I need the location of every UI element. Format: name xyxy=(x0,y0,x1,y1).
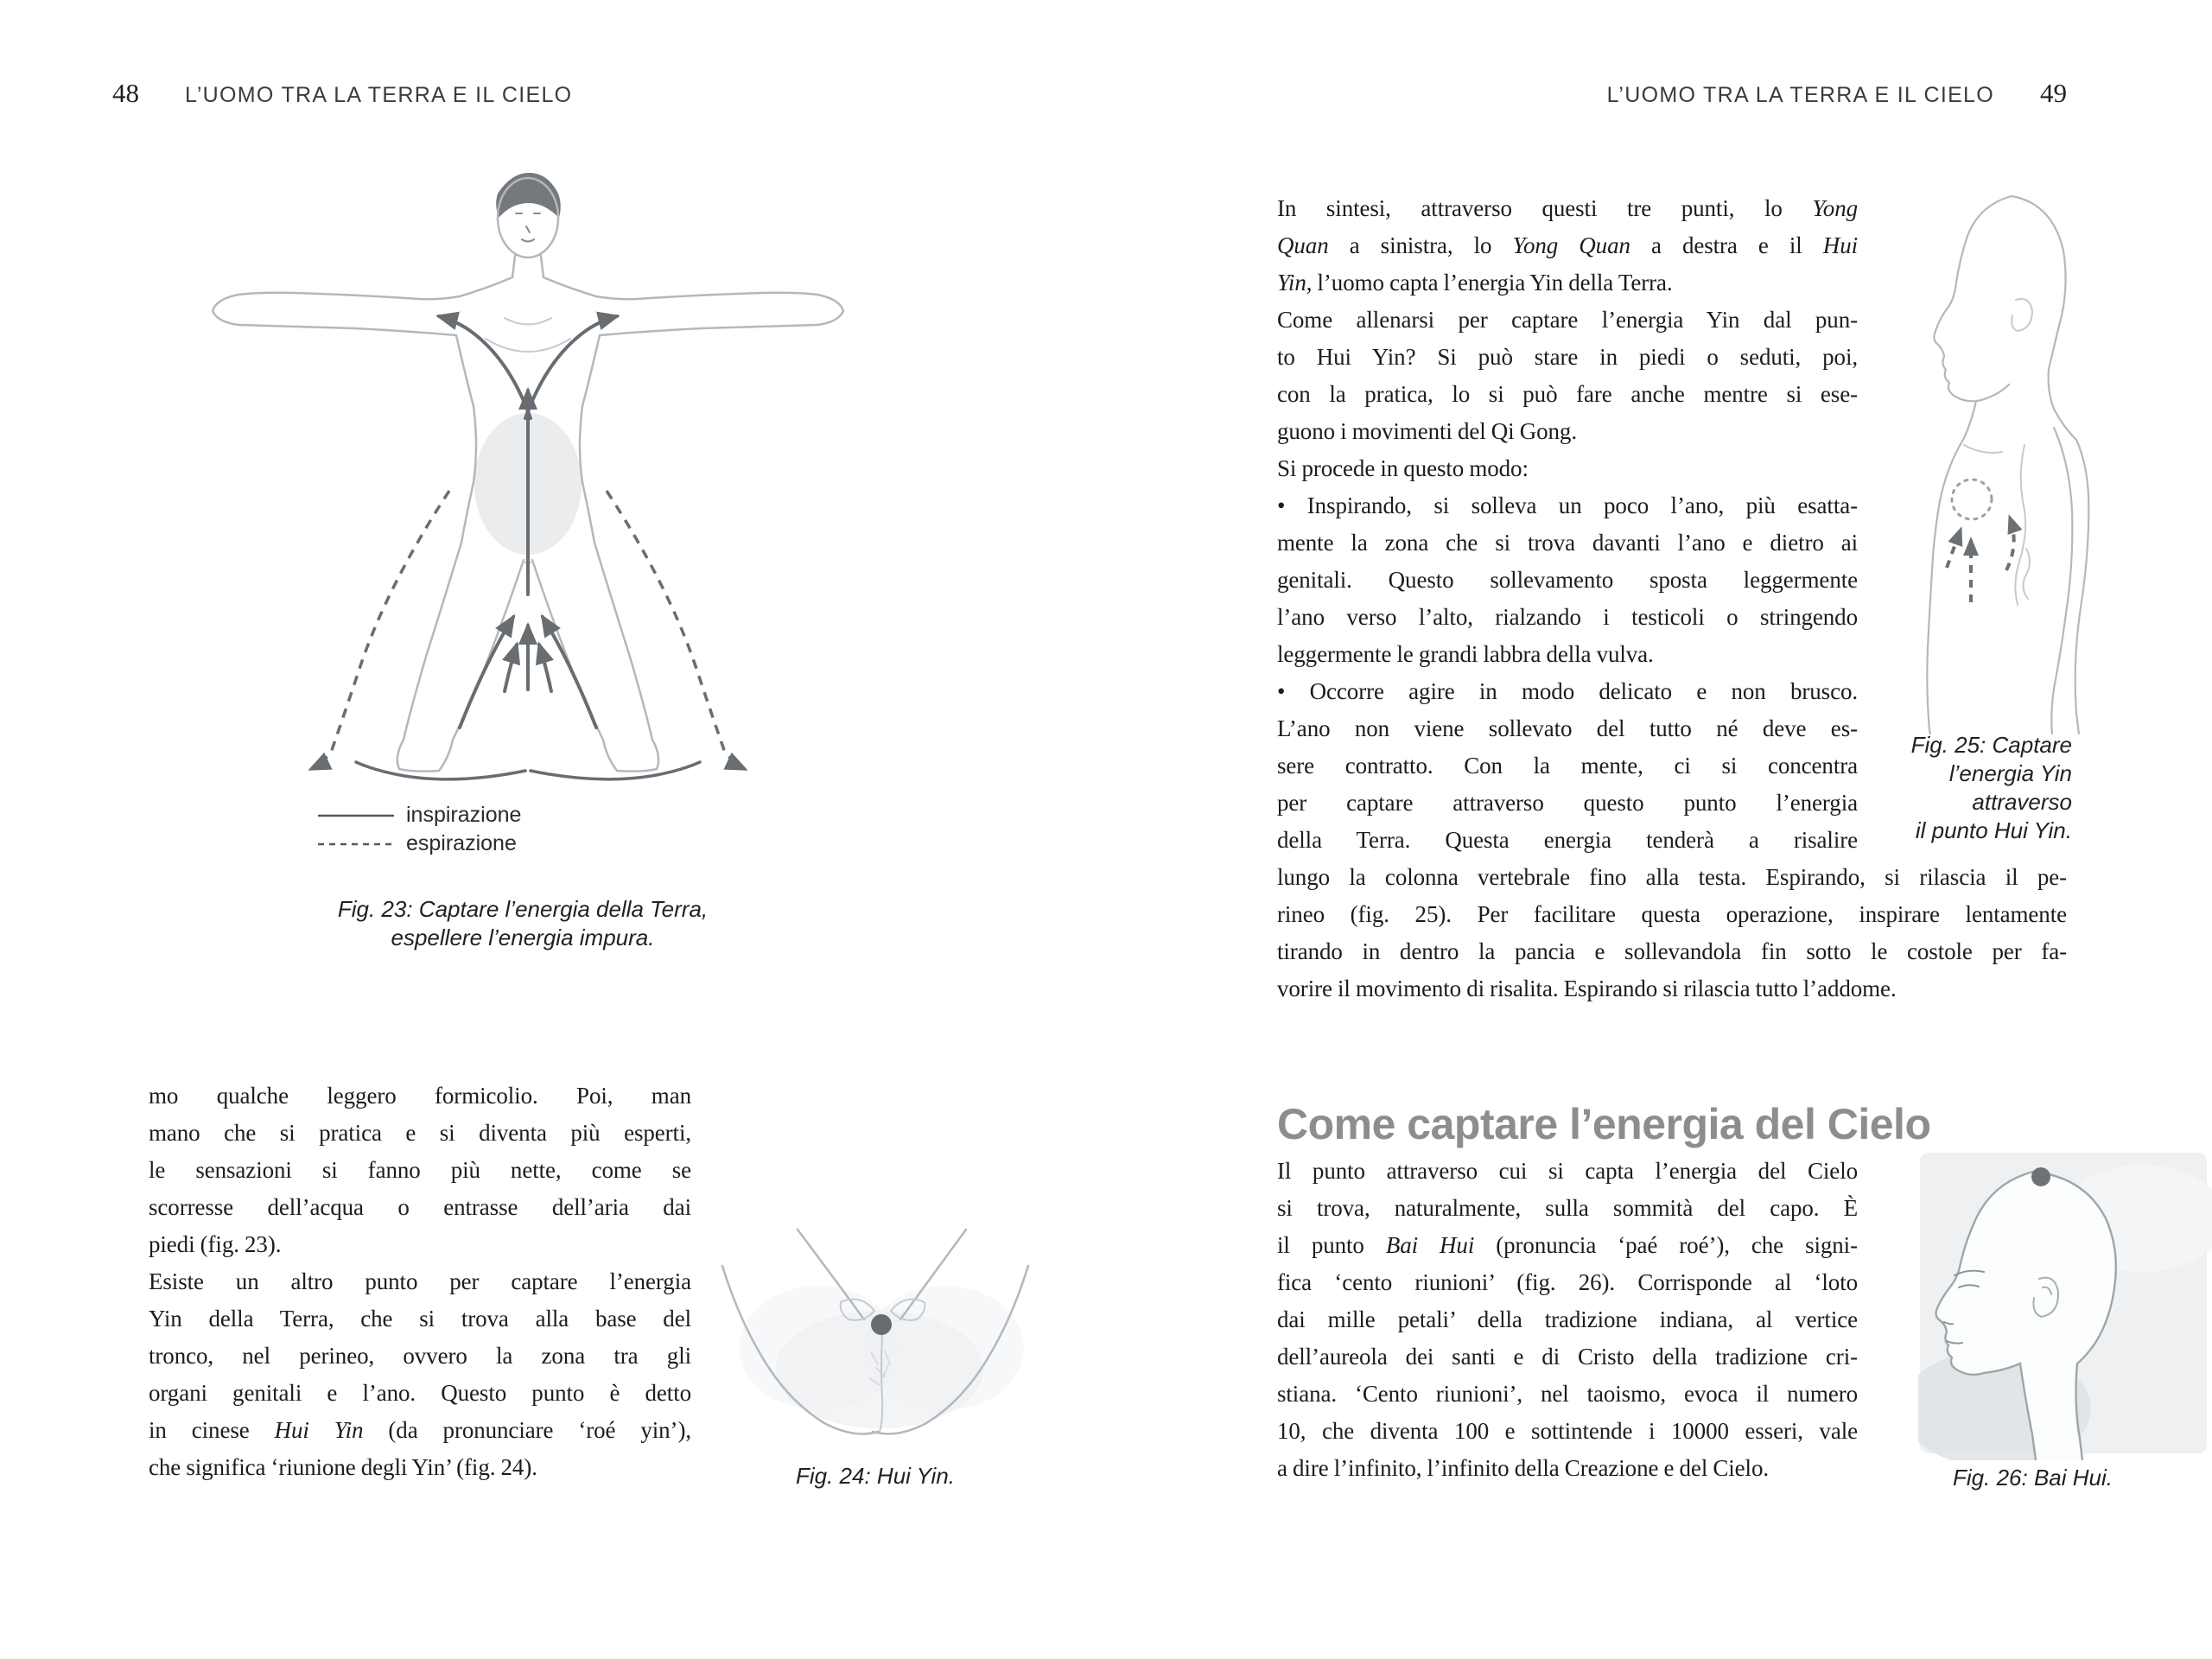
right-page-number: 49 xyxy=(2040,78,2067,108)
paragraph: Il punto attraverso cui si capta l’energia del Cielo si trova, naturalmente, sulla sommità del capo. È il punto Bai Hui (pronuncia ‘paé roé’), che signi- fica ‘cento riunioni’ (fig. 26). Corrisponde al ‘loto dai mille petali’ della tradizione indiana, al vertice dell’aureola dei santi e di Cristo della tradizione cri- stiana. ‘Cento riunioni’, nel taoismo, evoca il numero 10, che diventa 100 e sottintende i 10000 esseri, vale a dire l’infinito, l’infinito della Creazione e del Cielo. xyxy=(1277,1158,1858,1481)
paragraph: Come allenarsi per captare l’energia Yin dal pun- to Hui Yin? Si può stare in piedi o seduti, poi, con la pratica, lo si può fare anche mentre si ese- guono i movimenti del Qi Gong. xyxy=(1277,307,1858,444)
right-running-title: L’UOMO TRA LA TERRA E IL CIELO xyxy=(1606,83,1994,107)
inhale-solid-arrows xyxy=(356,316,700,779)
bullet-paragraph: • Occorre agire in modo delicato e non brusco. L’ano non viene sollevato del tutto né deve es- sere contratto. Con la mente, ci si concentra per captare attraverso questo punto l’energia della Terra. Questa energia tenderà a risalire xyxy=(1277,678,1858,853)
side-profile-man-sketch xyxy=(1927,196,2088,734)
hui-yin-target-circle xyxy=(1952,480,1992,519)
fig26-illustration xyxy=(1918,1149,2212,1460)
fig24-illustration xyxy=(715,1214,1035,1439)
legend-exhale-label: espirazione xyxy=(406,831,517,855)
hair xyxy=(496,173,561,218)
hui-yin-point-dot xyxy=(871,1314,892,1335)
right-running-head xyxy=(1607,78,2067,109)
fig23-legend xyxy=(318,801,521,858)
bai-hui-point-dot xyxy=(2031,1167,2050,1186)
energy-dashed-arrows xyxy=(1947,518,2014,602)
paragraph: mo qualche leggero formicolio. Poi, man mano che si pratica e si diventa più esperti, le sensazioni si fanno più nette, come se scorresse dell’acqua o entrasse dell’aria dai piedi (fig. 23). xyxy=(149,1083,691,1257)
legend-inhale-label: inspirazione xyxy=(406,803,522,827)
fig23-caption: Fig. 23: Captare l’energia della Terra, espellere l’energia impura. xyxy=(337,896,709,950)
paragraph: Si procede in questo modo: xyxy=(1277,455,1529,481)
left-running-title: L’UOMO TRA LA TERRA E IL CIELO xyxy=(185,83,573,107)
left-body-text xyxy=(149,1077,691,1486)
left-page-number: 48 xyxy=(112,78,139,108)
paragraph: In sintesi, attraverso questi tre punti, lo Yong Quan a sinistra, lo Yong Quan a destra e il Hui Yin, l’uomo capta l’energia Yin della Terra. xyxy=(1277,195,1858,296)
paragraph: Esiste un altro punto per captare l’energia Yin della Terra, che si trova alla base del tronco, nel perineo, ovvero la zona tra gli organi genitali e l’ano. Questo punto è detto in cinese Hui Yin (da pronunciare ‘roé yin’), che significa ‘riunione degli Yin’ (fig. 24). xyxy=(149,1268,691,1480)
dashed-line-icon xyxy=(318,841,394,848)
bullet-paragraph: • Inspirando, si solleva un poco l’ano, più esatta- mente la zona che si trova davanti l’ano e dietro ai genitali. Questo sollevamento sposta leggermente l’ano verso l’alto, rialzando i testicoli o stringendo leggermente le grandi labbra della vulva. xyxy=(1277,493,1858,667)
paragraph-continuation: lungo la colonna vertebrale fino alla testa. Espirando, si rilascia il pe- rineo (fig. 25). Per facilitare questa operazione, inspirare lentamente tirando in dentro la pancia e sollevandola fin sotto le costole per fa- vorire il movimento di risalita. Espirando si rilascia tutto l’addome. xyxy=(1277,864,2067,1001)
section-heading: Come captare l’energia del Cielo xyxy=(1277,1100,1931,1148)
right-body-wide xyxy=(1277,859,2067,1007)
legend-exhale-row xyxy=(318,830,521,858)
legend-inhale-row xyxy=(318,801,521,830)
head-profile-sketch xyxy=(1918,1153,2212,1460)
fig23-illustration xyxy=(181,121,864,804)
right-body-column xyxy=(1277,190,1858,859)
fig26-caption: Fig. 26: Bai Hui. xyxy=(1953,1465,2113,1491)
fig24-caption: Fig. 24: Hui Yin. xyxy=(795,1463,956,1489)
fig25-caption: Fig. 25: Captare l’energia Yin attraverso il punto Hui Yin. xyxy=(1910,732,2072,843)
solid-line-icon xyxy=(318,812,394,819)
left-running-head xyxy=(112,78,572,109)
right-body-column-2 xyxy=(1277,1153,1858,1487)
fig25-illustration xyxy=(1923,177,2095,734)
perineum-sketch xyxy=(722,1230,1028,1433)
